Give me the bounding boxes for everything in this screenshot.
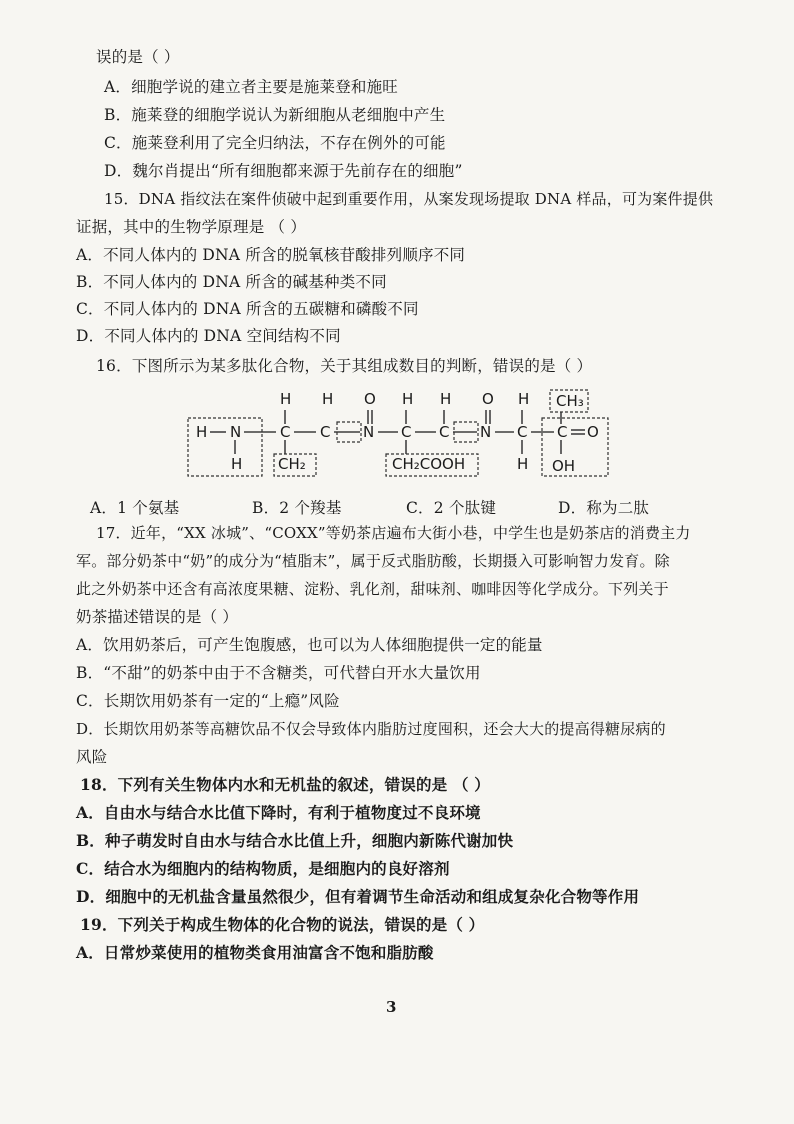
- atom-main-n-3: N: [480, 423, 492, 441]
- atom-bottom-h-2: H: [517, 455, 529, 473]
- atom-main-n-1: N: [230, 423, 242, 441]
- polypeptide-structure-diagram: [180, 384, 610, 484]
- q16-option-c: C．2 个肽键: [406, 499, 497, 517]
- q14-option-a: A．细胞学说的建立者主要是施莱登和施旺: [104, 78, 398, 96]
- page-number: 3: [386, 998, 397, 1016]
- atom-main-o: O: [587, 423, 599, 441]
- q14-stem-tail: 误的是（ ）: [96, 48, 180, 66]
- q15-option-c: C．不同人体内的 DNA 所含的五碳糖和磷酸不同: [76, 300, 419, 318]
- q19-stem: 19．下列关于构成生物体的化合物的说法，错误的是（ ）: [80, 915, 485, 934]
- q17-option-b: B．“不甜”的奶茶中由于不含糖类，可代替白开水大量饮用: [76, 664, 481, 682]
- q17-option-d-cont: 风险: [76, 748, 108, 766]
- q17-stem-line1: 17．近年，“XX 冰城”、“COXX”等奶茶店遍布大街小巷，中学生也是奶茶店的消费主力: [96, 524, 691, 542]
- q16-option-d: D．称为二肽: [558, 499, 650, 517]
- atom-main-h: H: [196, 423, 208, 441]
- atom-top-o-1: O: [364, 390, 376, 408]
- q17-option-d: D．长期饮用奶茶等高糖饮品不仅会导致体内脂肪过度囤积，还会大大的提高得糖尿病的: [76, 720, 666, 738]
- atom-top-h-1: H: [280, 390, 292, 408]
- atom-top-ch3: CH₃: [556, 392, 584, 410]
- atom-main-c-1: C: [280, 423, 291, 441]
- q14-option-b: B．施莱登的细胞学说认为新细胞从老细胞中产生: [104, 106, 446, 124]
- q17-stem-line3: 此之外奶茶中还含有高浓度果糖、淀粉、乳化剂，甜味剂、咖啡因等化学成分。下列关于: [76, 580, 669, 598]
- q14-option-c: C．施莱登利用了完全归纳法，不存在例外的可能: [104, 134, 446, 152]
- q18-option-a: A．自由水与结合水比值下降时，有利于植物度过不良环境: [76, 803, 481, 822]
- q16-stem: 16．下图所示为某多肽化合物，关于其组成数目的判断，错误的是（ ）: [96, 357, 593, 375]
- atom-main-c-2: C: [320, 423, 331, 441]
- atom-top-h-3: H: [402, 390, 414, 408]
- atom-main-c-6: C: [557, 423, 568, 441]
- q15-stem-line2: 证据，其中的生物学原理是 （ ）: [76, 218, 307, 236]
- q18-option-d: D．细胞中的无机盐含量虽然很少，但有着调节生命活动和组成复杂化合物等作用: [76, 887, 640, 906]
- q17-option-c: C．长期饮用奶茶有一定的“上瘾”风险: [76, 692, 340, 710]
- atom-main-n-2: N: [363, 423, 375, 441]
- q17-option-a: A．饮用奶茶后，可产生饱腹感，也可以为人体细胞提供一定的能量: [76, 636, 543, 654]
- q17-stem-line4: 奶茶描述错误的是（ ）: [76, 608, 239, 626]
- atom-bottom-ch2cooh: CH₂COOH: [392, 455, 466, 473]
- q15-option-d: D．不同人体内的 DNA 空间结构不同: [76, 327, 341, 345]
- atom-bottom-oh: OH: [552, 457, 576, 475]
- q15-option-b: B．不同人体内的 DNA 所含的碱基种类不同: [76, 273, 387, 291]
- q19-option-a: A．日常炒菜使用的植物类食用油富含不饱和脂肪酸: [76, 943, 434, 962]
- q16-option-a: A．1 个氨基: [90, 499, 180, 517]
- atom-main-c-5: C: [517, 423, 528, 441]
- q15-option-a: A．不同人体内的 DNA 所含的脱氧核苷酸排列顺序不同: [76, 246, 466, 264]
- atom-main-c-3: C: [401, 423, 412, 441]
- q18-option-c: C．结合水为细胞内的结构物质，是细胞内的良好溶剂: [76, 859, 450, 878]
- q16-option-b: B．2 个羧基: [252, 499, 342, 517]
- atom-top-h-2: H: [322, 390, 334, 408]
- q18-option-b: B．种子萌发时自由水与结合水比值上升，细胞内新陈代谢加快: [76, 831, 514, 850]
- atom-main-c-4: C: [439, 423, 450, 441]
- atom-top-h-5: H: [518, 390, 530, 408]
- q18-stem: 18．下列有关生物体内水和无机盐的叙述，错误的是 （ ）: [80, 775, 490, 794]
- atom-bottom-ch2: CH₂: [278, 455, 306, 473]
- atom-bottom-h-1: H: [231, 455, 243, 473]
- q17-stem-line2: 军。部分奶茶中“奶”的成分为“植脂末”，属于反式脂肪酸，长期摄入可影响智力发育。除: [76, 552, 670, 570]
- q15-stem-line1: 15．DNA 指纹法在案件侦破中起到重要作用，从案发现场提取 DNA 样品，可为案件提供: [104, 190, 714, 208]
- q14-option-d: D．魏尔肖提出“所有细胞都来源于先前存在的细胞”: [104, 162, 463, 180]
- atom-top-o-2: O: [482, 390, 494, 408]
- atom-top-h-4: H: [440, 390, 452, 408]
